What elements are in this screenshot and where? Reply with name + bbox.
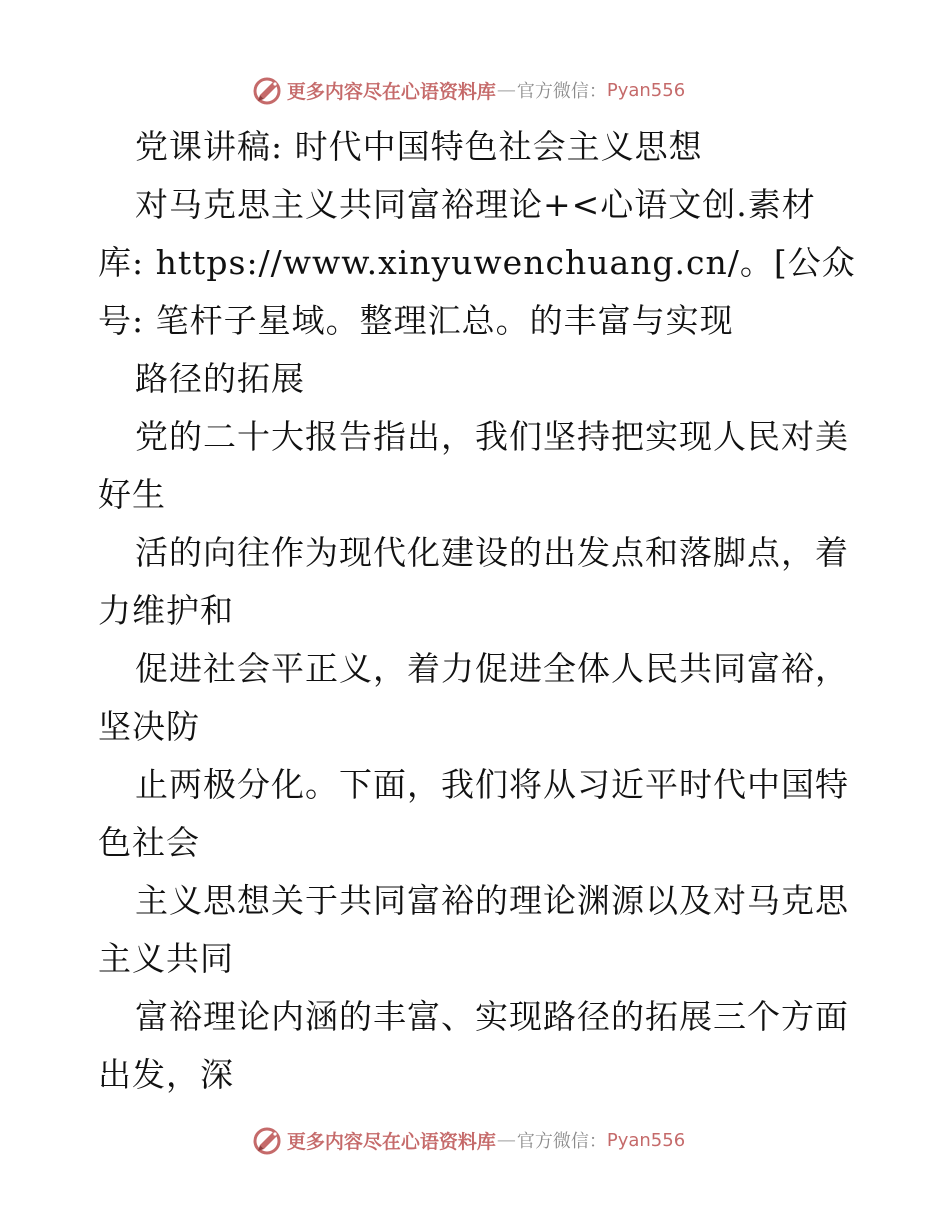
text-line: 主义共同 <box>98 939 234 978</box>
watermark-content <box>251 1123 685 1157</box>
watermark-label: 官方微信： <box>516 1131 607 1152</box>
text-line: 党的二十大报告指出，我们坚持把实现人民对美 <box>135 417 849 456</box>
text-line: 出发，深 <box>98 1055 234 1094</box>
text-line: 力维护和 <box>98 591 234 630</box>
text-line: 对马克思主义共同富裕理论+<心语文创.素材 <box>135 185 816 224</box>
text-line: 色社会 <box>98 823 200 862</box>
watermark-content <box>251 73 685 107</box>
text-line: 止两极分化。下面，我们将从习近平时代中国特 <box>135 765 849 804</box>
text-line: 主义思想关于共同富裕的理论渊源以及对马克思 <box>135 881 849 920</box>
pen-circle-logo-icon <box>251 1123 285 1157</box>
text-line: 号: 笔杆子星域。整理汇总。的丰富与实现 <box>98 301 734 340</box>
document-body <box>98 118 858 1104</box>
watermark-dash: — <box>496 1129 516 1151</box>
header-watermark <box>0 70 950 110</box>
watermark-dash: — <box>496 79 516 101</box>
text-line: 促进社会平正义，着力促进全体人民共同富裕， <box>135 649 849 688</box>
watermark-main-text: 更多内容尽在心语资料库 <box>286 80 496 103</box>
text-line: 坚决防 <box>98 707 200 746</box>
watermark-account: Pyan556 <box>606 79 686 101</box>
watermark-main-text: 更多内容尽在心语资料库 <box>286 1130 496 1153</box>
text-line: 富裕理论内涵的丰富、实现路径的拓展三个方面 <box>135 997 849 1036</box>
pen-circle-logo-icon <box>251 73 285 107</box>
text-line: 好生 <box>98 475 166 514</box>
text-line: 党课讲稿: 时代中国特色社会主义思想 <box>135 127 703 166</box>
text-line: 路径的拓展 <box>135 359 305 398</box>
watermark-account: Pyan556 <box>606 1129 686 1151</box>
text-line: 活的向往作为现代化建设的出发点和落脚点，着 <box>135 533 849 572</box>
footer-watermark <box>0 1120 950 1160</box>
watermark-label: 官方微信： <box>516 81 607 102</box>
text-line: 库: https://www.xinyuwenchuang.cn/。[公众 <box>98 243 856 282</box>
